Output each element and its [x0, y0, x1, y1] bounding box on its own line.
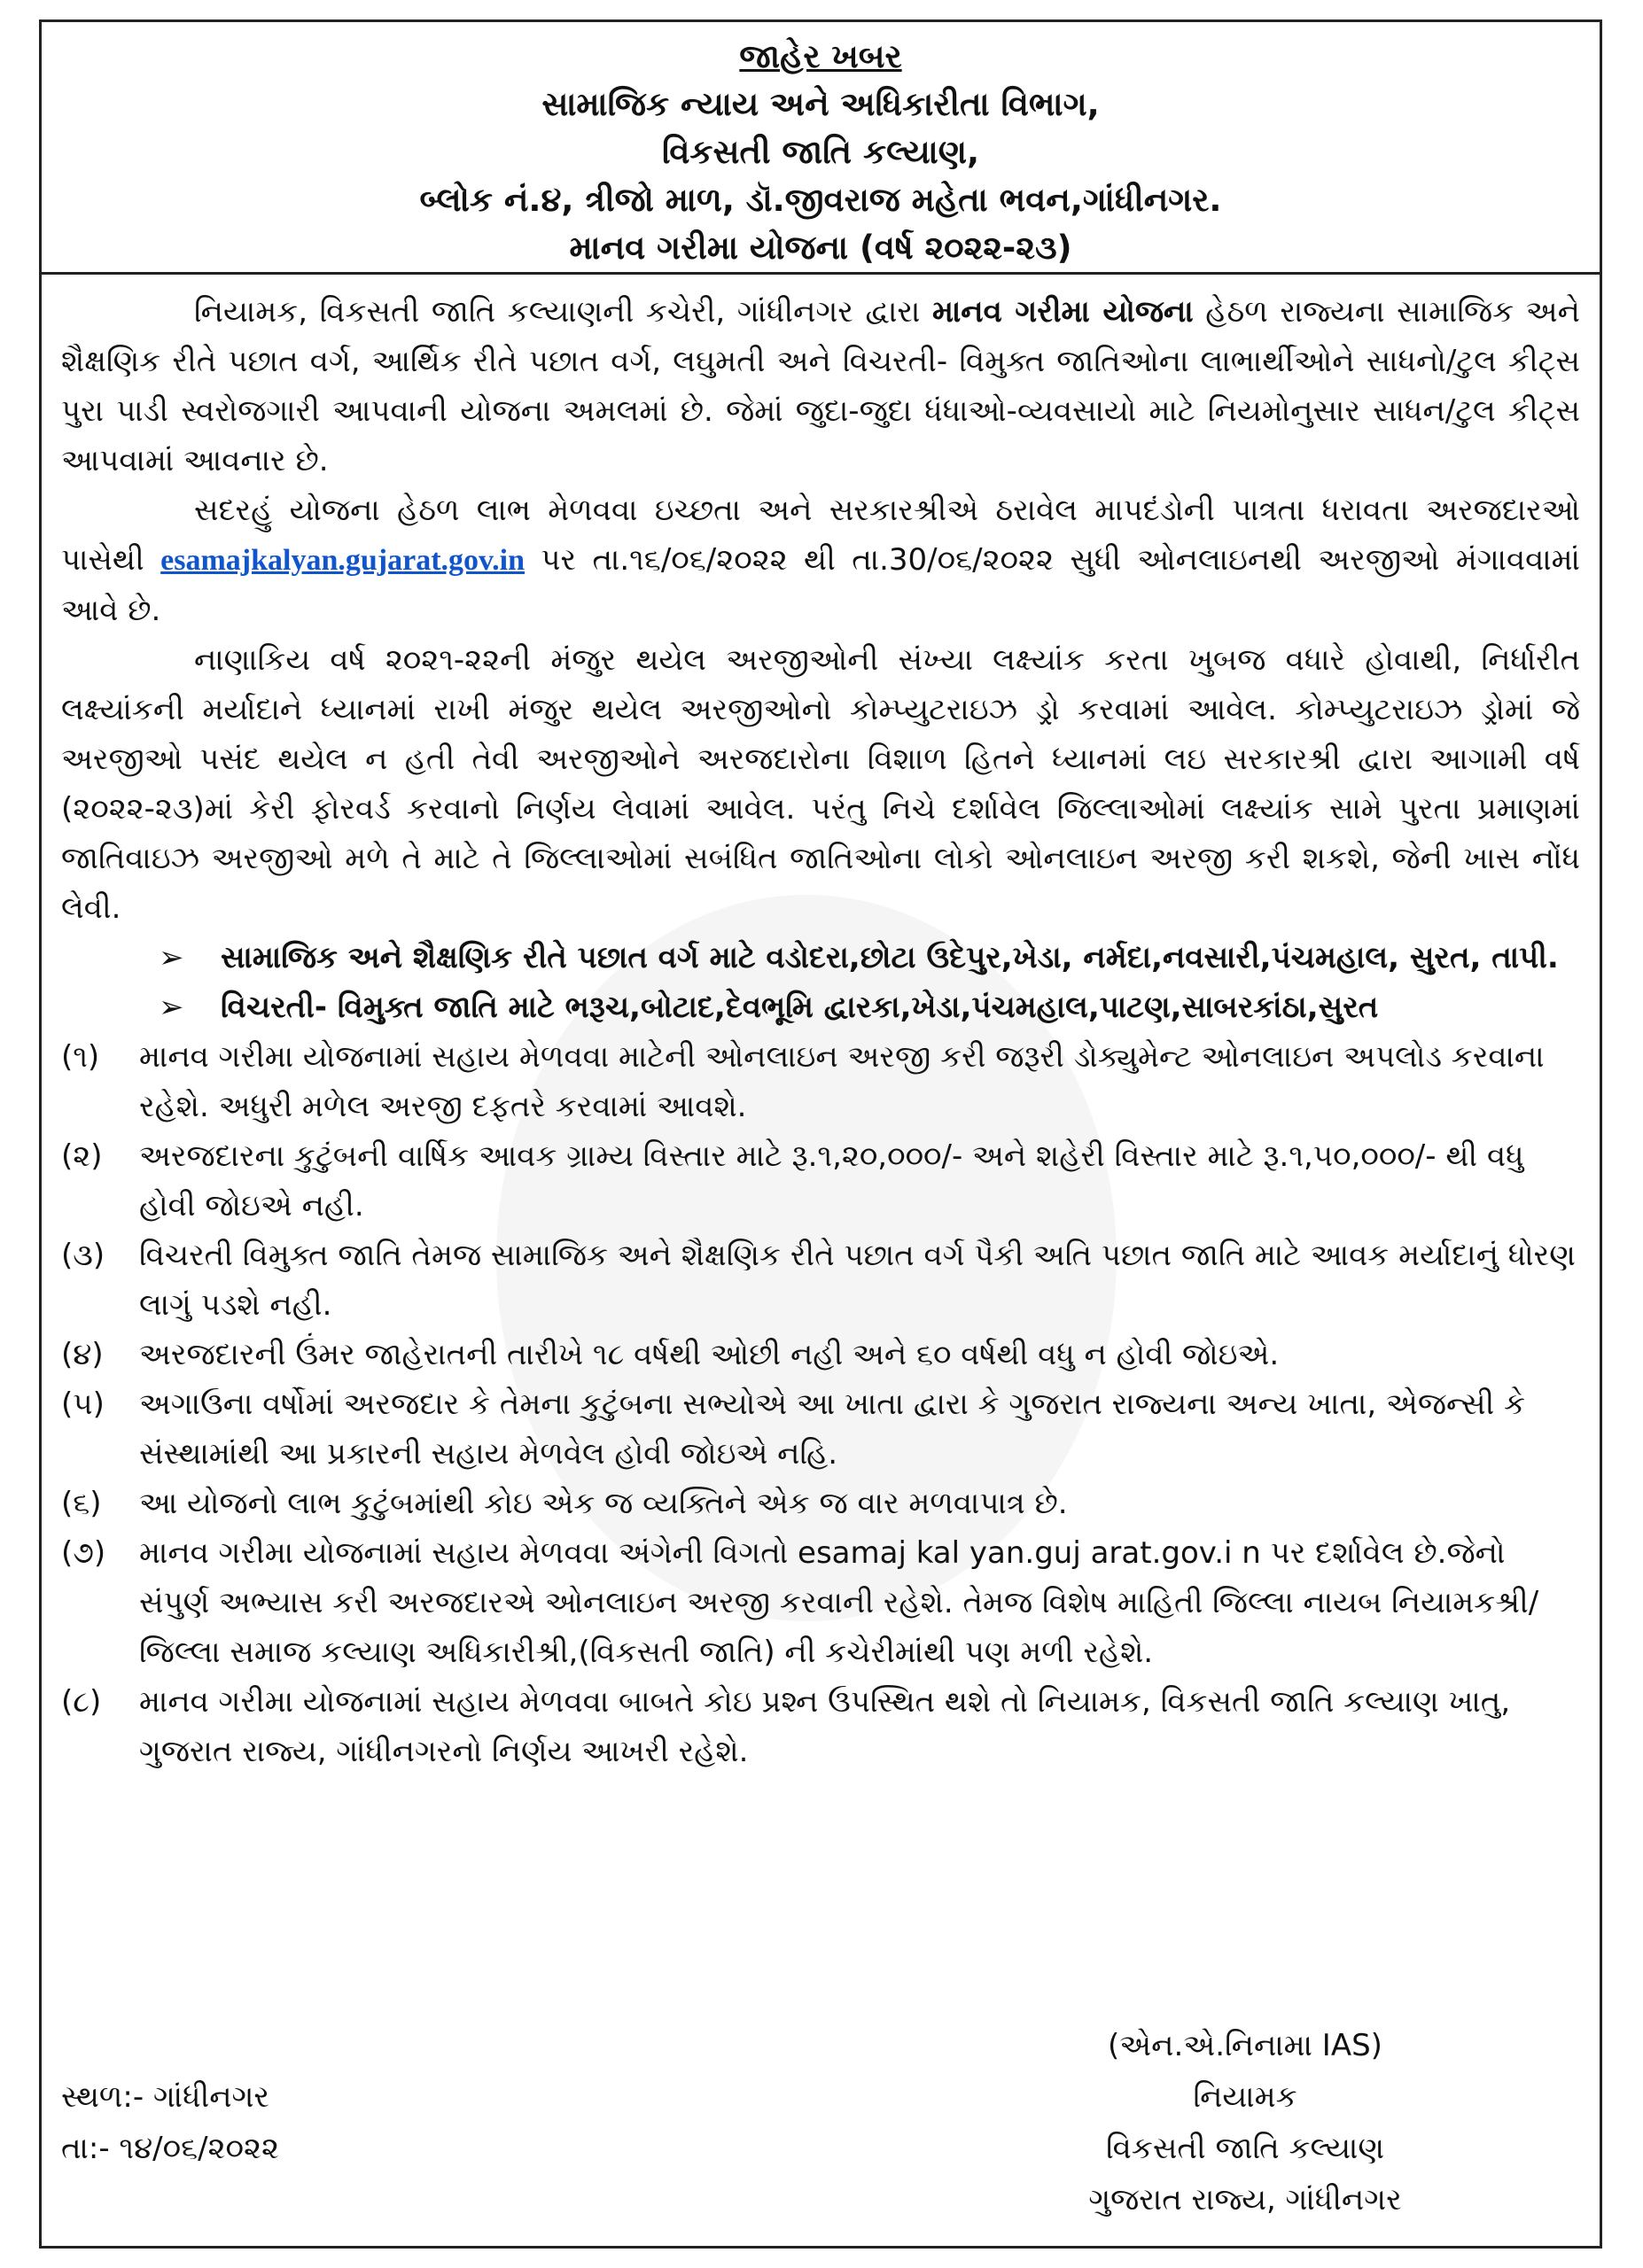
condition-text: અરજદારના કુટુંબની વાર્ષિક આવક ગ્રામ્ય વિસ્તાર માટે રૂ.૧,૨૦,૦૦૦/- અને શહેરી વિસ્તાર માટે રૂ.૧,૫૦,૦૦૦/- થી વધુ હોવી જોઇએ નહી.	[139, 1138, 1524, 1223]
condition-text: આ યોજનો લાભ કુટુંબમાંથી કોઇ એક જ વ્યક્તિને એક જ વાર મળવાપાત્ર છે.	[139, 1486, 1068, 1521]
paragraph-intro	[61, 287, 1580, 485]
condition-item	[61, 1131, 1580, 1231]
bullet-text: સામાજિક અને શૈક્ષણિક રીતે પછાત વર્ગ માટે વડોદરા,છોટા ઉદેપુર,ખેડા, નર્મદા,નવસારી,પંચમહાલ, સુરત, તાપી.	[221, 940, 1559, 975]
condition-item	[61, 1677, 1580, 1776]
notice-header	[42, 22, 1600, 275]
condition-text: અગાઉના વર્ષોમાં અરજદાર કે તેમના કુટુંબના સભ્યોએ આ ખાતા દ્વારા કે ગુજરાત રાજ્યના અન્ય ખાતા, એજન્સી કે સંસ્થામાંથી આ પ્રકારની સહાય મેળવેલ હોવી જોઇએ નહિ.	[139, 1386, 1526, 1472]
arrow-bullet-icon: ➢	[159, 990, 184, 1025]
arrow-bullet-icon: ➢	[159, 940, 184, 975]
condition-number: (૮)	[61, 1684, 102, 1720]
condition-number: (૨)	[61, 1138, 103, 1174]
department-name: સામાજિક ન્યાય અને અધિકારીતા વિભાગ,	[541, 85, 1100, 123]
condition-number: (૧)	[61, 1039, 100, 1075]
place-label: સ્થળ:- ગાંધીનગર	[61, 2079, 269, 2115]
office-address: બ્લોક નં.૪, ત્રીજો માળ, ડૉ.જીવરાજ મહેતા ભવન,ગાંધીનગર.	[419, 181, 1222, 219]
bullet-item	[61, 933, 1580, 983]
paragraph-application	[61, 485, 1580, 635]
condition-item	[61, 1528, 1580, 1677]
para2-text: સદરહું યોજના હેઠળ લાભ મેળવવા ઇચ્છતા અને સરકારશ્રીએ ઠરાવેલ માપદંડોની પાત્રતા ધરાવતા અરજદારઓ પાસેથી	[61, 493, 1580, 578]
condition-number: (૪)	[61, 1337, 104, 1372]
para1-text-cont: હેઠળ રાજ્યના સામાજિક અને શૈક્ષણિક રીતે પછાત વર્ગ, આર્થિક રીતે પછાત વર્ગ, લઘુમતી અને વિચરતી- વિમુક્ત જાતિઓના લાભાર્થીઓને સાધનો/ટુલ કીટ્સ પુરા પાડી સ્વરોજગારી આપવાની યોજના અમલમાં છે. જેમાં જુદા-જુદા ધંધાઓ-વ્યવસાયો માટે નિયમોનુસાર સાધન/ટુલ કીટ્સ આપવામાં આવનાર છે.	[61, 294, 1580, 478]
condition-item	[61, 1231, 1580, 1330]
condition-text: વિચરતી વિમુક્ત જાતિ તેમજ સામાજિક અને શૈક્ષણિક રીતે પછાત વર્ગ પૈકી અતિ પછાત જાતિ માટે આવક મર્યાદાનું ધોરણ લાગું પડશે નહી.	[139, 1238, 1576, 1323]
signatory-name: (એન.એ.નિનામા IAS)	[1108, 2028, 1382, 2063]
para2-text-cont: પર તા.૧૬/૦૬/૨૦૨૨ થી તા.30/૦૬/૨૦૨૨ સુધી ઓનલાઇનથી અરજીઓ મંગાવવામાં આવે છે.	[61, 542, 1580, 628]
condition-text: અરજદારની ઉંમર જાહેરાતની તારીખે ૧૮ વર્ષથી ઓછી નહી અને ૬૦ વર્ષથી વધુ ન હોવી જોઇએ.	[139, 1337, 1280, 1372]
signatory-office: વિકસતી જાતિ કલ્યાણ	[1105, 2131, 1385, 2166]
signature-block	[1024, 2020, 1467, 2225]
scheme-name-bold: માનવ ગરીમા યોજના	[931, 294, 1194, 330]
condition-number: (૬)	[61, 1486, 102, 1521]
condition-text: માનવ ગરીમા યોજનામાં સહાય મેળવવા બાબતે કોઇ પ્રશ્ન ઉપસ્થિત થશે તો નિયામક, વિકસતી જાતિ કલ્યાણ ખાતુ, ગુજરાત રાજ્ય, ગાંધીનગરનો નિર્ણય આખરી રહેશે.	[139, 1684, 1511, 1769]
notice-title: જાહેર ખબર	[739, 37, 902, 75]
notice-page	[39, 19, 1602, 2249]
condition-item	[61, 1379, 1580, 1479]
para1-text: નિયામક, વિકસતી જાતિ કલ્યાણની કચેરી, ગાંધીનગર દ્વારા	[194, 294, 932, 330]
condition-text: માનવ ગરીમા યોજનામાં સહાય મેળવવા અંગેની વિગતો esamaj kal yan.guj arat.gov.i n પર દર્શાવેલ છે.જેનો સંપુર્ણ અભ્યાસ કરી અરજદારએ ઓનલાઇન અરજી કરવાની રહેશે. તેમજ વિશેષ માહિતી જિલ્લા નાયબ નિયામકશ્રી/જિલ્લા સમાજ કલ્યાણ અધિકારીશ્રી,(વિકસતી જાતિ) ની કચેરીમાંથી પણ મળી રહેશે.	[139, 1535, 1539, 1670]
condition-number: (૩)	[61, 1238, 105, 1273]
portal-link[interactable]: esamajkalyan.gujarat.gov.in	[160, 544, 526, 577]
condition-number: (૫)	[61, 1386, 105, 1422]
bullet-text: વિચરતી- વિમુક્ત જાતિ માટે ભરૂચ,બોટાદ,દેવભૂમિ દ્વારકા,ખેડા,પંચમહાલ,પાટણ,સાબરકાંઠા,સુરત	[221, 990, 1379, 1025]
date-label: તા:- ૧૪/૦૬/૨૦૨૨	[61, 2131, 279, 2166]
bullet-item	[61, 983, 1580, 1032]
condition-text: માનવ ગરીમા યોજનામાં સહાય મેળવવા માટેની ઓનલાઇન અરજી કરી જરૂરી ડોક્યુમેન્ટ ઓનલાઇન અપલોડ કરવાના રહેશે. અધુરી મળેલ અરજી દફતરે કરવામાં આવશે.	[139, 1039, 1545, 1124]
condition-item	[61, 1479, 1580, 1528]
signatory-designation: નિયામક	[1193, 2079, 1297, 2115]
condition-item	[61, 1330, 1580, 1379]
office-name: વિકસતી જાતિ કલ્યાણ,	[661, 133, 980, 171]
notice-body	[42, 275, 1600, 1776]
scheme-title: માનવ ગરીમા યોજના (વર્ષ ૨૦૨૨-૨૩)	[569, 229, 1072, 267]
notice-footer	[42, 1984, 1600, 2233]
paragraph-draw: નાણાકિય વર્ષ ૨૦૨૧-૨૨ની મંજુર થયેલ અરજીઓની સંખ્યા લક્ષ્યાંક કરતા ખુબજ વધારે હોવાથી, નિર્ધારીત લક્ષ્યાંકની મર્યાદાને ધ્યાનમાં રાખી મંજુર થયેલ અરજીઓનો કોમ્પ્યુટરાઇઝ ડ્રો કરવામાં આવેલ. કોમ્પ્યુટરાઇઝ ડ્રોમાં જે અરજીઓ પસંદ થયેલ ન હતી તેવી અરજીઓને અરજદારોના વિશાળ હિતને ધ્યાનમાં લઇ સરકારશ્રી દ્વારા આગામી વર્ષ (૨૦૨૨-૨૩)માં કેરી ફોરવર્ડ કરવાનો નિર્ણય લેવામાં આવેલ. પરંતુ નિચે દર્શાવેલ જિલ્લાઓમાં લક્ષ્યાંક સામે પુરતા પ્રમાણમાં જાતિવાઇઝ અરજીઓ મળે તે માટે તે જિલ્લાઓમાં સબંધિત જાતિઓના લોકો ઓનલાઇન અરજી કરી શકશે, જેની ખાસ નોંધ લેવી.	[61, 642, 1580, 926]
condition-number: (૭)	[61, 1535, 106, 1571]
condition-item	[61, 1032, 1580, 1131]
signatory-state: ગુજરાત રાજ્ય, ગાંધીનગર	[1088, 2182, 1402, 2218]
